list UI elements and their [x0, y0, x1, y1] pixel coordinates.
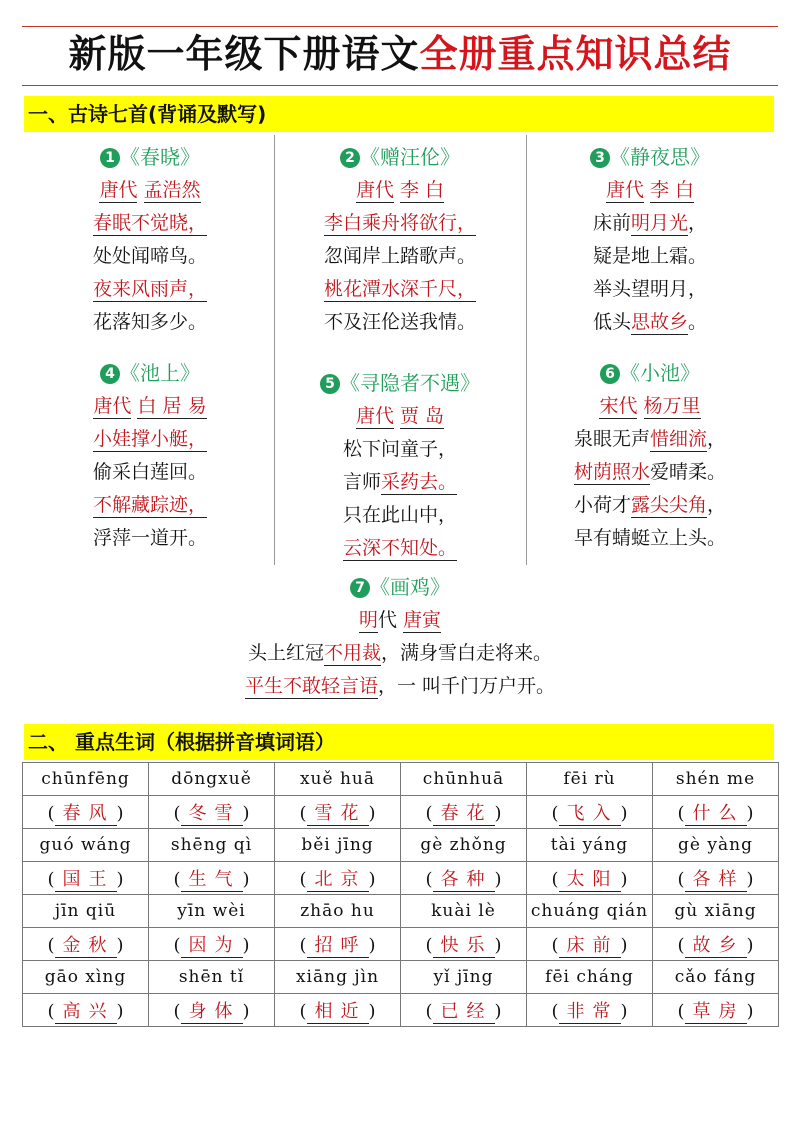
poem-text: ， [688, 212, 708, 234]
answer-cell: ( 高兴 ) [23, 994, 149, 1027]
author-dynasty: 唐代 [605, 179, 644, 201]
answer-cell: ( 草房 ) [653, 994, 779, 1027]
poem-title-text: 《赠汪伦》 [360, 145, 460, 169]
poem-line [280, 532, 520, 565]
answer-cell: ( 快乐 ) [401, 928, 527, 961]
poem-text: 小荷才 [573, 494, 631, 516]
pinyin-cell: shēng qì [149, 829, 275, 862]
poem-line [30, 273, 270, 306]
poem-title [100, 570, 700, 604]
fill-blank-answer: 不用裁 [323, 642, 381, 664]
poem-text: 爱晴柔。 [650, 461, 727, 483]
pinyin-cell: guó wáng [23, 829, 149, 862]
poem-line [530, 273, 770, 306]
answer-word: 飞入 [559, 803, 621, 826]
poem-text: 早有蜻蜓立上头。 [573, 527, 726, 549]
poem-text: 松下问童子， [342, 438, 457, 460]
fill-blank-answer: 不解藏踪迹， [92, 494, 207, 516]
top-rule [22, 26, 778, 27]
fill-blank-answer: 小娃撑小艇， [92, 428, 207, 450]
answer-cell: ( 金秋 ) [23, 928, 149, 961]
pinyin-cell: gè yàng [653, 829, 779, 862]
section-heading-poems: 一、古诗七首(背诵及默写) [24, 96, 774, 132]
answer-word: 草房 [685, 1001, 747, 1024]
poem-author [30, 174, 270, 207]
poem-line [530, 240, 770, 273]
pinyin-cell: gè zhǒng [401, 829, 527, 862]
poem-6 [530, 356, 770, 555]
page-title [0, 30, 800, 78]
pinyin-row [23, 961, 779, 994]
section-heading-vocab: 二、 重点生词（根据拼音填词语） [24, 724, 774, 760]
pinyin-cell: yīn wèi [149, 895, 275, 928]
poem-line [30, 423, 270, 456]
title-black: 新版一年级下册语文 [68, 32, 420, 76]
poem-text: 疑是地上霜。 [592, 245, 707, 267]
poem-title [530, 356, 770, 390]
poem-title-text: 《静夜思》 [610, 145, 710, 169]
author-dynasty: 唐代 [93, 395, 132, 417]
author-name: 李 白 [400, 179, 445, 201]
pinyin-row [23, 763, 779, 796]
author-dynasty: 唐代 [355, 179, 394, 201]
poem-author [530, 390, 770, 423]
answer-cell: ( 太阳 ) [527, 862, 653, 895]
poem-4 [30, 356, 270, 555]
answer-row [23, 796, 779, 829]
author-dynasty: 唐代 [355, 405, 394, 427]
poem-title-text: 《画鸡》 [370, 575, 450, 599]
poem-line [100, 670, 700, 703]
answer-row [23, 862, 779, 895]
answer-cell: ( 冬雪 ) [149, 796, 275, 829]
answer-word: 冬雪 [181, 803, 243, 826]
number-badge: 1 [100, 148, 120, 168]
poem-title-text: 《春晓》 [120, 145, 200, 169]
poem-line [530, 306, 770, 339]
answer-row [23, 994, 779, 1027]
poem-line [280, 466, 520, 499]
poem-title [280, 366, 520, 400]
poem-title-text: 《寻隐者不遇》 [340, 371, 480, 395]
answer-cell: ( 故乡 ) [653, 928, 779, 961]
poem-text: 泉眼无声 [573, 428, 650, 450]
answer-cell: ( 床前 ) [527, 928, 653, 961]
fill-blank-answer: 露尖尖角 [630, 494, 707, 516]
answer-word: 快乐 [433, 935, 495, 958]
answer-word: 雪花 [307, 803, 369, 826]
answer-cell: ( 招呼 ) [275, 928, 401, 961]
poem-2 [280, 140, 520, 339]
poem-text: 处处闻啼鸟。 [92, 245, 207, 267]
number-badge: 4 [100, 364, 120, 384]
poem-1 [30, 140, 270, 339]
fill-blank-answer: 思故乡 [630, 311, 688, 333]
fill-blank-answer: 明月光 [630, 212, 688, 234]
pinyin-cell: tài yáng [527, 829, 653, 862]
answer-cell: ( 春风 ) [23, 796, 149, 829]
poem-text: 花落知多少。 [92, 311, 207, 333]
author-name: 李 白 [650, 179, 695, 201]
poem-line [530, 489, 770, 522]
poem-line [100, 637, 700, 670]
poem-line [530, 456, 770, 489]
answer-word: 春花 [433, 803, 495, 826]
author-name: 白 居 易 [137, 395, 207, 417]
poem-title-text: 《池上》 [120, 361, 200, 385]
answer-word: 各种 [433, 869, 495, 892]
answer-word: 身体 [181, 1001, 243, 1024]
answer-row [23, 928, 779, 961]
answer-word: 国王 [55, 869, 117, 892]
answer-cell: ( 各种 ) [401, 862, 527, 895]
number-badge: 3 [590, 148, 610, 168]
fill-blank-answer: 采药去。 [381, 471, 458, 493]
fill-blank-answer: 春眠不觉晓， [92, 212, 207, 234]
answer-cell: ( 因为 ) [149, 928, 275, 961]
author-name: 唐寅 [403, 609, 442, 631]
poem-text: ， [707, 428, 727, 450]
answer-word: 高兴 [55, 1001, 117, 1024]
answer-cell: ( 身体 ) [149, 994, 275, 1027]
pinyin-cell: zhāo hu [275, 895, 401, 928]
answer-word: 非常 [559, 1001, 621, 1024]
pinyin-cell: gāo xìng [23, 961, 149, 994]
poem-line [30, 456, 270, 489]
answer-word: 北京 [307, 869, 369, 892]
vocab-table [22, 762, 779, 1027]
pinyin-cell: chuáng qián [527, 895, 653, 928]
fill-blank-answer: 平生不敢轻言语 [244, 675, 378, 697]
poem-line [280, 499, 520, 532]
pinyin-cell: cǎo fáng [653, 961, 779, 994]
author-dynasty-suffix: 代 [377, 609, 397, 631]
poem-author [530, 174, 770, 207]
fill-blank-answer: 桃花潭水深千尺， [323, 278, 476, 300]
answer-word: 各样 [685, 869, 747, 892]
number-badge: 5 [320, 374, 340, 394]
answer-word: 太阳 [559, 869, 621, 892]
poem-3 [530, 140, 770, 339]
poem-text: ， [707, 494, 727, 516]
poem-title [30, 140, 270, 174]
poem-title [30, 356, 270, 390]
title-underline [22, 85, 778, 86]
answer-cell: ( 春花 ) [401, 796, 527, 829]
answer-cell: ( 相近 ) [275, 994, 401, 1027]
answer-cell: ( 生气 ) [149, 862, 275, 895]
poem-text: 头上红冠 [247, 642, 324, 664]
poem-author [280, 174, 520, 207]
poem-line [280, 240, 520, 273]
poem-text: 偷采白莲回。 [92, 461, 207, 483]
pinyin-row [23, 895, 779, 928]
answer-cell: ( 非常 ) [527, 994, 653, 1027]
poem-title [280, 140, 520, 174]
pinyin-cell: shēn tǐ [149, 961, 275, 994]
author-dynasty: 唐代 [99, 179, 138, 201]
fill-blank-answer: 夜来风雨声， [92, 278, 207, 300]
pinyin-row [23, 829, 779, 862]
answer-cell: ( 什么 ) [653, 796, 779, 829]
poem-text: 举头望明月， [592, 278, 707, 300]
answer-word: 招呼 [307, 935, 369, 958]
pinyin-cell: shén me [653, 763, 779, 796]
answer-word: 金秋 [55, 935, 117, 958]
pinyin-cell: xiāng jìn [275, 961, 401, 994]
answer-word: 床前 [559, 935, 621, 958]
author-name: 孟浩然 [143, 179, 201, 201]
pinyin-cell: dōngxuě [149, 763, 275, 796]
pinyin-cell: fēi rù [527, 763, 653, 796]
poem-line [280, 433, 520, 466]
poem-line [30, 306, 270, 339]
poem-line [280, 273, 520, 306]
pinyin-cell: jīn qiū [23, 895, 149, 928]
column-divider-right [526, 135, 527, 565]
poem-line [30, 522, 270, 555]
pinyin-cell: xuě huā [275, 763, 401, 796]
poem-text: 。 [688, 311, 708, 333]
poem-text: 浮萍一道开。 [92, 527, 207, 549]
number-badge: 7 [350, 578, 370, 598]
pinyin-cell: chūnfēng [23, 763, 149, 796]
poem-line [280, 207, 520, 240]
poem-line [30, 207, 270, 240]
poem-text: 不及汪伦送我情。 [323, 311, 476, 333]
poem-text: ，满身雪白走将来。 [381, 642, 553, 664]
poem-line [530, 207, 770, 240]
poem-title-text: 《小池》 [620, 361, 700, 385]
pinyin-cell: gù xiāng [653, 895, 779, 928]
fill-blank-answer: 惜细流 [649, 428, 707, 450]
poem-7 [100, 570, 700, 703]
fill-blank-answer: 树荫照水 [573, 461, 650, 483]
answer-word: 已经 [433, 1001, 495, 1024]
poem-text: 床前 [592, 212, 631, 234]
author-dynasty: 宋代 [599, 395, 638, 417]
poem-author [100, 604, 700, 637]
poem-line [530, 522, 770, 555]
answer-cell: ( 北京 ) [275, 862, 401, 895]
answer-cell: ( 国王 ) [23, 862, 149, 895]
poem-text: 只在此山中， [342, 504, 457, 526]
fill-blank-answer: 李白乘舟将欲行， [323, 212, 476, 234]
poem-line [30, 240, 270, 273]
column-divider-left [274, 135, 275, 565]
poem-title [530, 140, 770, 174]
answer-word: 相近 [307, 1001, 369, 1024]
poem-text: ，一 叫千门万户开。 [377, 675, 556, 697]
answer-word: 因为 [181, 935, 243, 958]
answer-cell: ( 已经 ) [401, 994, 527, 1027]
poem-line [530, 423, 770, 456]
pinyin-cell: fēi cháng [527, 961, 653, 994]
poem-text: 忽闻岸上踏歌声。 [323, 245, 476, 267]
poem-text: 低头 [592, 311, 631, 333]
poem-line [30, 489, 270, 522]
poem-5 [280, 366, 520, 565]
pinyin-cell: kuài lè [401, 895, 527, 928]
answer-word: 什么 [685, 803, 747, 826]
pinyin-cell: chūnhuā [401, 763, 527, 796]
answer-cell: ( 各样 ) [653, 862, 779, 895]
pinyin-cell: yǐ jīng [401, 961, 527, 994]
author-name: 杨万里 [643, 395, 701, 417]
poem-author [30, 390, 270, 423]
answer-cell: ( 飞入 ) [527, 796, 653, 829]
author-name: 贾 岛 [400, 405, 445, 427]
answer-word: 故乡 [685, 935, 747, 958]
number-badge: 6 [600, 364, 620, 384]
answer-word: 春风 [55, 803, 117, 826]
poem-line [280, 306, 520, 339]
poem-author [280, 400, 520, 433]
author-dynasty: 明 [358, 609, 378, 631]
number-badge: 2 [340, 148, 360, 168]
fill-blank-answer: 云深不知处。 [342, 537, 457, 559]
poem-text: 言师 [342, 471, 381, 493]
pinyin-cell: běi jīng [275, 829, 401, 862]
answer-word: 生气 [181, 869, 243, 892]
title-red: 全册重点知识总结 [419, 32, 732, 76]
answer-cell: ( 雪花 ) [275, 796, 401, 829]
